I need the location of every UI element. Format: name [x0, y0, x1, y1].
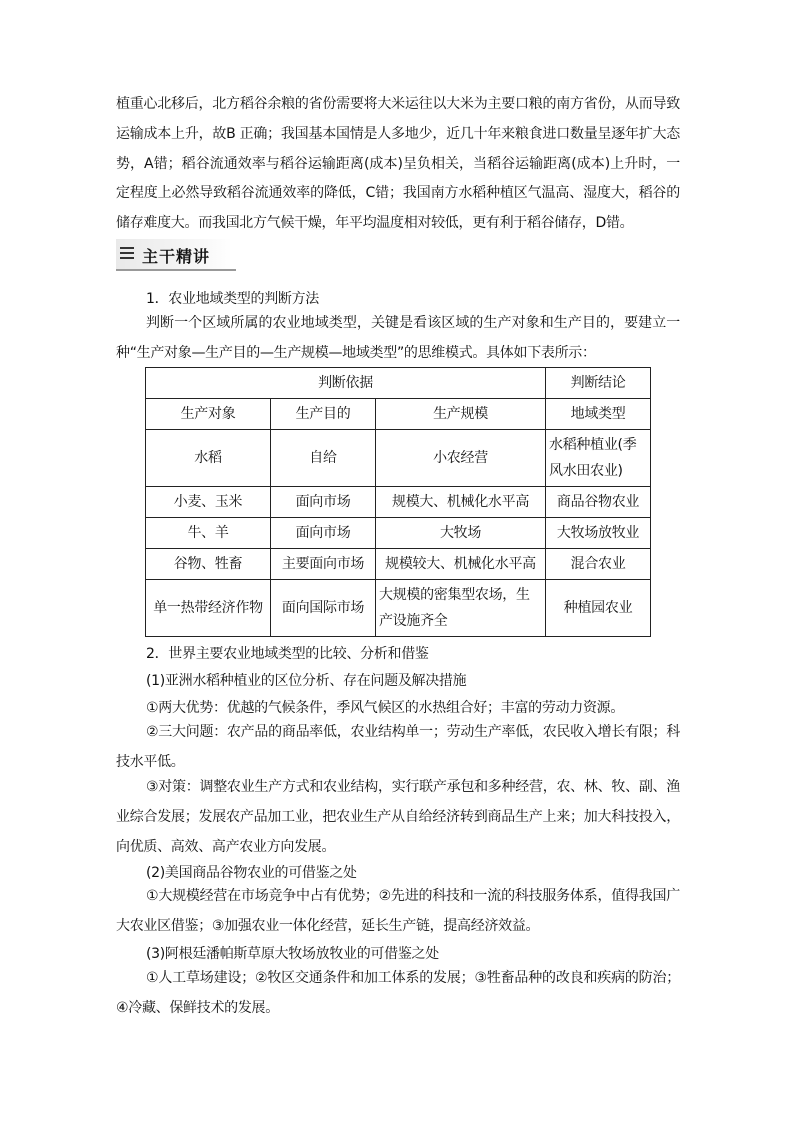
- table-cell: 大牧场: [376, 518, 546, 549]
- table-cell: 牛、羊: [146, 518, 271, 549]
- table-cell: 商品谷物农业: [546, 487, 651, 518]
- item1-intro: 判断一个区域所属的农业地域类型，关键是看该区域的生产对象和生产目的，要建立一种“生产对象—生产目的—生产规模—地域类型”的思维模式。具体如下表所示：: [116, 315, 680, 361]
- table-cell: 小麦、玉米: [146, 487, 271, 518]
- table-group-header: 判断依据: [146, 368, 546, 399]
- sub1-paragraph-1: ①两大优势：优越的气候条件，季风气候区的水热组合好；丰富的劳动力资源。: [146, 700, 625, 716]
- table-row: [146, 549, 651, 580]
- section-header-underline: [116, 269, 236, 271]
- table-cell: 大牧场放牧业: [546, 518, 651, 549]
- table-cell: 水稻: [146, 430, 271, 487]
- subsection-title: (1)亚洲水稻种植业的区位分析、存在问题及解决措施: [146, 673, 467, 689]
- table-row: [146, 430, 651, 487]
- table-cell: 规模大、机械化水平高: [376, 487, 546, 518]
- table-cell: 自给: [271, 430, 376, 487]
- table-cell: 水稻种植业(季风水田农业): [546, 430, 651, 487]
- table-column-header: 生产对象: [146, 399, 271, 430]
- section-header: [116, 239, 236, 273]
- table-cell: 面向市场: [271, 487, 376, 518]
- sub3-paragraph-1: ①人工草场建设；②牧区交通条件和加工体系的发展；③牲畜品种的改良和疾病的防治；④冷藏、保鲜技术的发展。: [116, 970, 680, 1016]
- table-result-header: 判断结论: [546, 368, 651, 399]
- subsection-title: (2)美国商品谷物农业的可借鉴之处: [146, 865, 357, 881]
- table-cell: 面向国际市场: [271, 580, 376, 637]
- table-row: [146, 518, 651, 549]
- table-row: [146, 487, 651, 518]
- table-cell: 混合农业: [546, 549, 651, 580]
- table-cell: 种植园农业: [546, 580, 651, 637]
- table-column-header: 地域类型: [546, 399, 651, 430]
- table-row: [146, 580, 651, 637]
- table-column-header: 生产目的: [271, 399, 376, 430]
- table-cell: 小农经营: [376, 430, 546, 487]
- table-cell: 大规模的密集型农场，生产设施齐全: [376, 580, 546, 637]
- table-cell: 谷物、牲畜: [146, 549, 271, 580]
- agriculture-type-table: [145, 367, 651, 637]
- table-cell: 面向市场: [271, 518, 376, 549]
- sub1-paragraph-3: ③对策：调整农业生产方式和农业结构，实行联产承包和多种经营，农、林、牧、副、渔业综合发展；发展农产品加工业，把农业生产从自给经济转到商品生产上来；加大科技投入，向优质、高效、高产农业方向发展。: [116, 779, 680, 855]
- item2-heading: 2．世界主要农业地域类型的比较、分析和借鉴: [146, 646, 429, 662]
- subsection-title: (3)阿根廷潘帕斯草原大牧场放牧业的可借鉴之处: [146, 946, 439, 962]
- section-title: 主干精讲: [142, 247, 211, 266]
- item1-heading: 1．农业地域类型的判断方法: [146, 291, 320, 307]
- table-cell: 规模较大、机械化水平高: [376, 549, 546, 580]
- sub1-paragraph-2: ②三大问题：农产品的商品率低，农业结构单一；劳动生产率低，农民收入增长有限；科技水平低。: [116, 724, 680, 770]
- table-cell: 主要面向市场: [271, 549, 376, 580]
- table-cell: 单一热带经济作物: [146, 580, 271, 637]
- list-lines-icon: [120, 247, 134, 261]
- sub2-paragraph-1: ①大规模经营在市场竞争中占有优势；②先进的科技和一流的科技服务体系，值得我国广大农业区借鉴；③加强农业一体化经营，延长生产链，提高经济效益。: [116, 888, 680, 934]
- top-paragraph: 植重心北移后，北方稻谷余粮的省份需要将大米运往以大米为主要口粮的南方省份，从而导致运输成本上升，故B 正确；我国基本国情是人多地少，近几十年来粮食进口数量呈逐年扩大态势，A错；稻谷流通效率与稻谷运输距离(成本)呈负相关，当稻谷运输距离(成本)上升时，一定程度上必然导致稻谷流通效率的降低，C错；我国南方水稻种植区气温高、湿度大，稻谷的储存难度大。而我国北方气候干燥，年平均温度相对较低，更有利于稻谷储存，D错。: [116, 96, 680, 232]
- table-column-header: 生产规模: [376, 399, 546, 430]
